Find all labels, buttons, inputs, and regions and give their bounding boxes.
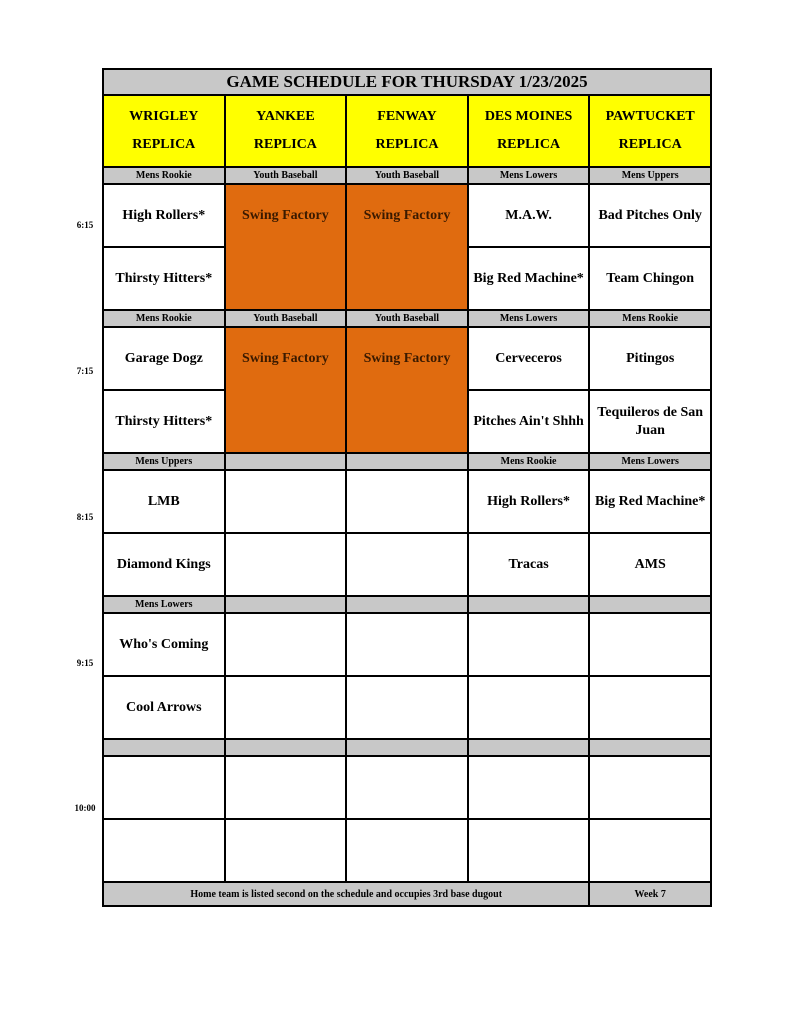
game-row-home (103, 533, 711, 596)
division-label (468, 739, 590, 756)
practice-cell: Swing Factory (225, 184, 347, 310)
away-team-cell (589, 613, 711, 676)
away-team-cell (103, 756, 225, 819)
field-name: YANKEE (256, 109, 315, 124)
home-team-cell (225, 533, 347, 596)
away-team-cell: High Rollers* (103, 184, 225, 247)
division-label (225, 739, 347, 756)
division-label (346, 739, 468, 756)
game-row-home (103, 819, 711, 882)
division-label: Mens Lowers (589, 453, 711, 470)
field-sub: REPLICA (497, 137, 561, 152)
away-team-cell: M.A.W. (468, 184, 590, 247)
field-header (225, 95, 347, 167)
home-team-cell (468, 676, 590, 739)
division-row (103, 167, 711, 184)
division-label (346, 453, 468, 470)
division-label: Mens Rookie (589, 310, 711, 327)
practice-cell: Swing Factory (346, 327, 468, 453)
away-team-cell: Garage Dogz (103, 327, 225, 390)
field-header (468, 95, 590, 167)
division-label (589, 739, 711, 756)
time-slots (103, 167, 711, 882)
away-team-cell: Who's Coming (103, 613, 225, 676)
home-team-cell: Diamond Kings (103, 533, 225, 596)
division-label (589, 596, 711, 613)
time-label: 8:15 (76, 512, 94, 522)
away-team-cell: Big Red Machine* (589, 470, 711, 533)
schedule-table (102, 68, 712, 907)
away-team-cell: LMB (103, 470, 225, 533)
practice-cell: Swing Factory (346, 184, 468, 310)
home-team-cell (225, 819, 347, 882)
field-name: PAWTUCKET (605, 109, 695, 124)
away-team-cell (346, 470, 468, 533)
away-team-cell (225, 470, 347, 533)
game-row-away (103, 184, 711, 247)
division-row (103, 310, 711, 327)
time-label: 6:15 (76, 220, 94, 230)
home-team-cell (225, 676, 347, 739)
home-team-cell: Thirsty Hitters* (103, 247, 225, 310)
away-team-cell: Pitingos (589, 327, 711, 390)
away-team-cell (225, 756, 347, 819)
field-name: FENWAY (377, 109, 437, 124)
division-label: Mens Lowers (103, 596, 225, 613)
division-row (103, 596, 711, 613)
division-label (346, 596, 468, 613)
footer-row (103, 882, 711, 906)
away-team-cell (468, 613, 590, 676)
division-label: Youth Baseball (346, 167, 468, 184)
time-label: 10:00 (74, 803, 96, 813)
home-team-cell (346, 819, 468, 882)
away-team-cell (589, 756, 711, 819)
division-label: Youth Baseball (225, 167, 347, 184)
game-row-away (103, 470, 711, 533)
field-header (103, 95, 225, 167)
division-label (103, 739, 225, 756)
field-header (589, 95, 711, 167)
home-team-cell (589, 819, 711, 882)
field-name: DES MOINES (484, 109, 573, 124)
home-team-cell: Tequileros de San Juan (589, 390, 711, 453)
away-team-cell (468, 756, 590, 819)
home-team-cell: AMS (589, 533, 711, 596)
home-team-cell: Tracas (468, 533, 590, 596)
home-team-cell (346, 676, 468, 739)
field-sub: REPLICA (253, 137, 317, 152)
home-team-cell: Team Chingon (589, 247, 711, 310)
division-label: Mens Rookie (468, 453, 590, 470)
away-team-cell (225, 613, 347, 676)
field-header (346, 95, 468, 167)
home-team-cell (346, 533, 468, 596)
division-label (468, 596, 590, 613)
home-team-cell (589, 676, 711, 739)
division-row (103, 453, 711, 470)
field-sub: REPLICA (618, 137, 682, 152)
home-team-cell: Pitches Ain't Shhh (468, 390, 590, 453)
time-label: 7:15 (76, 366, 94, 376)
field-name: WRIGLEY (129, 109, 199, 124)
game-row-home (103, 676, 711, 739)
game-row-away (103, 613, 711, 676)
field-header-row (103, 95, 711, 167)
division-label: Mens Uppers (589, 167, 711, 184)
schedule-title: GAME SCHEDULE FOR THURSDAY 1/23/2025 (103, 69, 711, 95)
game-row-away (103, 756, 711, 819)
week-label: Week 7 (589, 882, 711, 906)
away-team-cell: High Rollers* (468, 470, 590, 533)
field-sub: REPLICA (132, 137, 196, 152)
home-team-cell (103, 819, 225, 882)
game-row-away (103, 327, 711, 390)
home-team-cell (468, 819, 590, 882)
home-team-cell: Cool Arrows (103, 676, 225, 739)
division-label (225, 453, 347, 470)
away-team-cell (346, 756, 468, 819)
division-label: Youth Baseball (346, 310, 468, 327)
division-row (103, 739, 711, 756)
home-team-cell: Thirsty Hitters* (103, 390, 225, 453)
division-label: Mens Rookie (103, 310, 225, 327)
division-label (225, 596, 347, 613)
division-label: Mens Lowers (468, 310, 590, 327)
practice-cell: Swing Factory (225, 327, 347, 453)
home-team-cell: Big Red Machine* (468, 247, 590, 310)
away-team-cell: Cerveceros (468, 327, 590, 390)
footer-note: Home team is listed second on the schedule and occupies 3rd base dugout (103, 882, 589, 906)
division-label: Mens Rookie (103, 167, 225, 184)
away-team-cell: Bad Pitches Only (589, 184, 711, 247)
time-label: 9:15 (76, 658, 94, 668)
division-label: Youth Baseball (225, 310, 347, 327)
division-label: Mens Lowers (468, 167, 590, 184)
field-sub: REPLICA (375, 137, 439, 152)
division-label: Mens Uppers (103, 453, 225, 470)
away-team-cell (346, 613, 468, 676)
